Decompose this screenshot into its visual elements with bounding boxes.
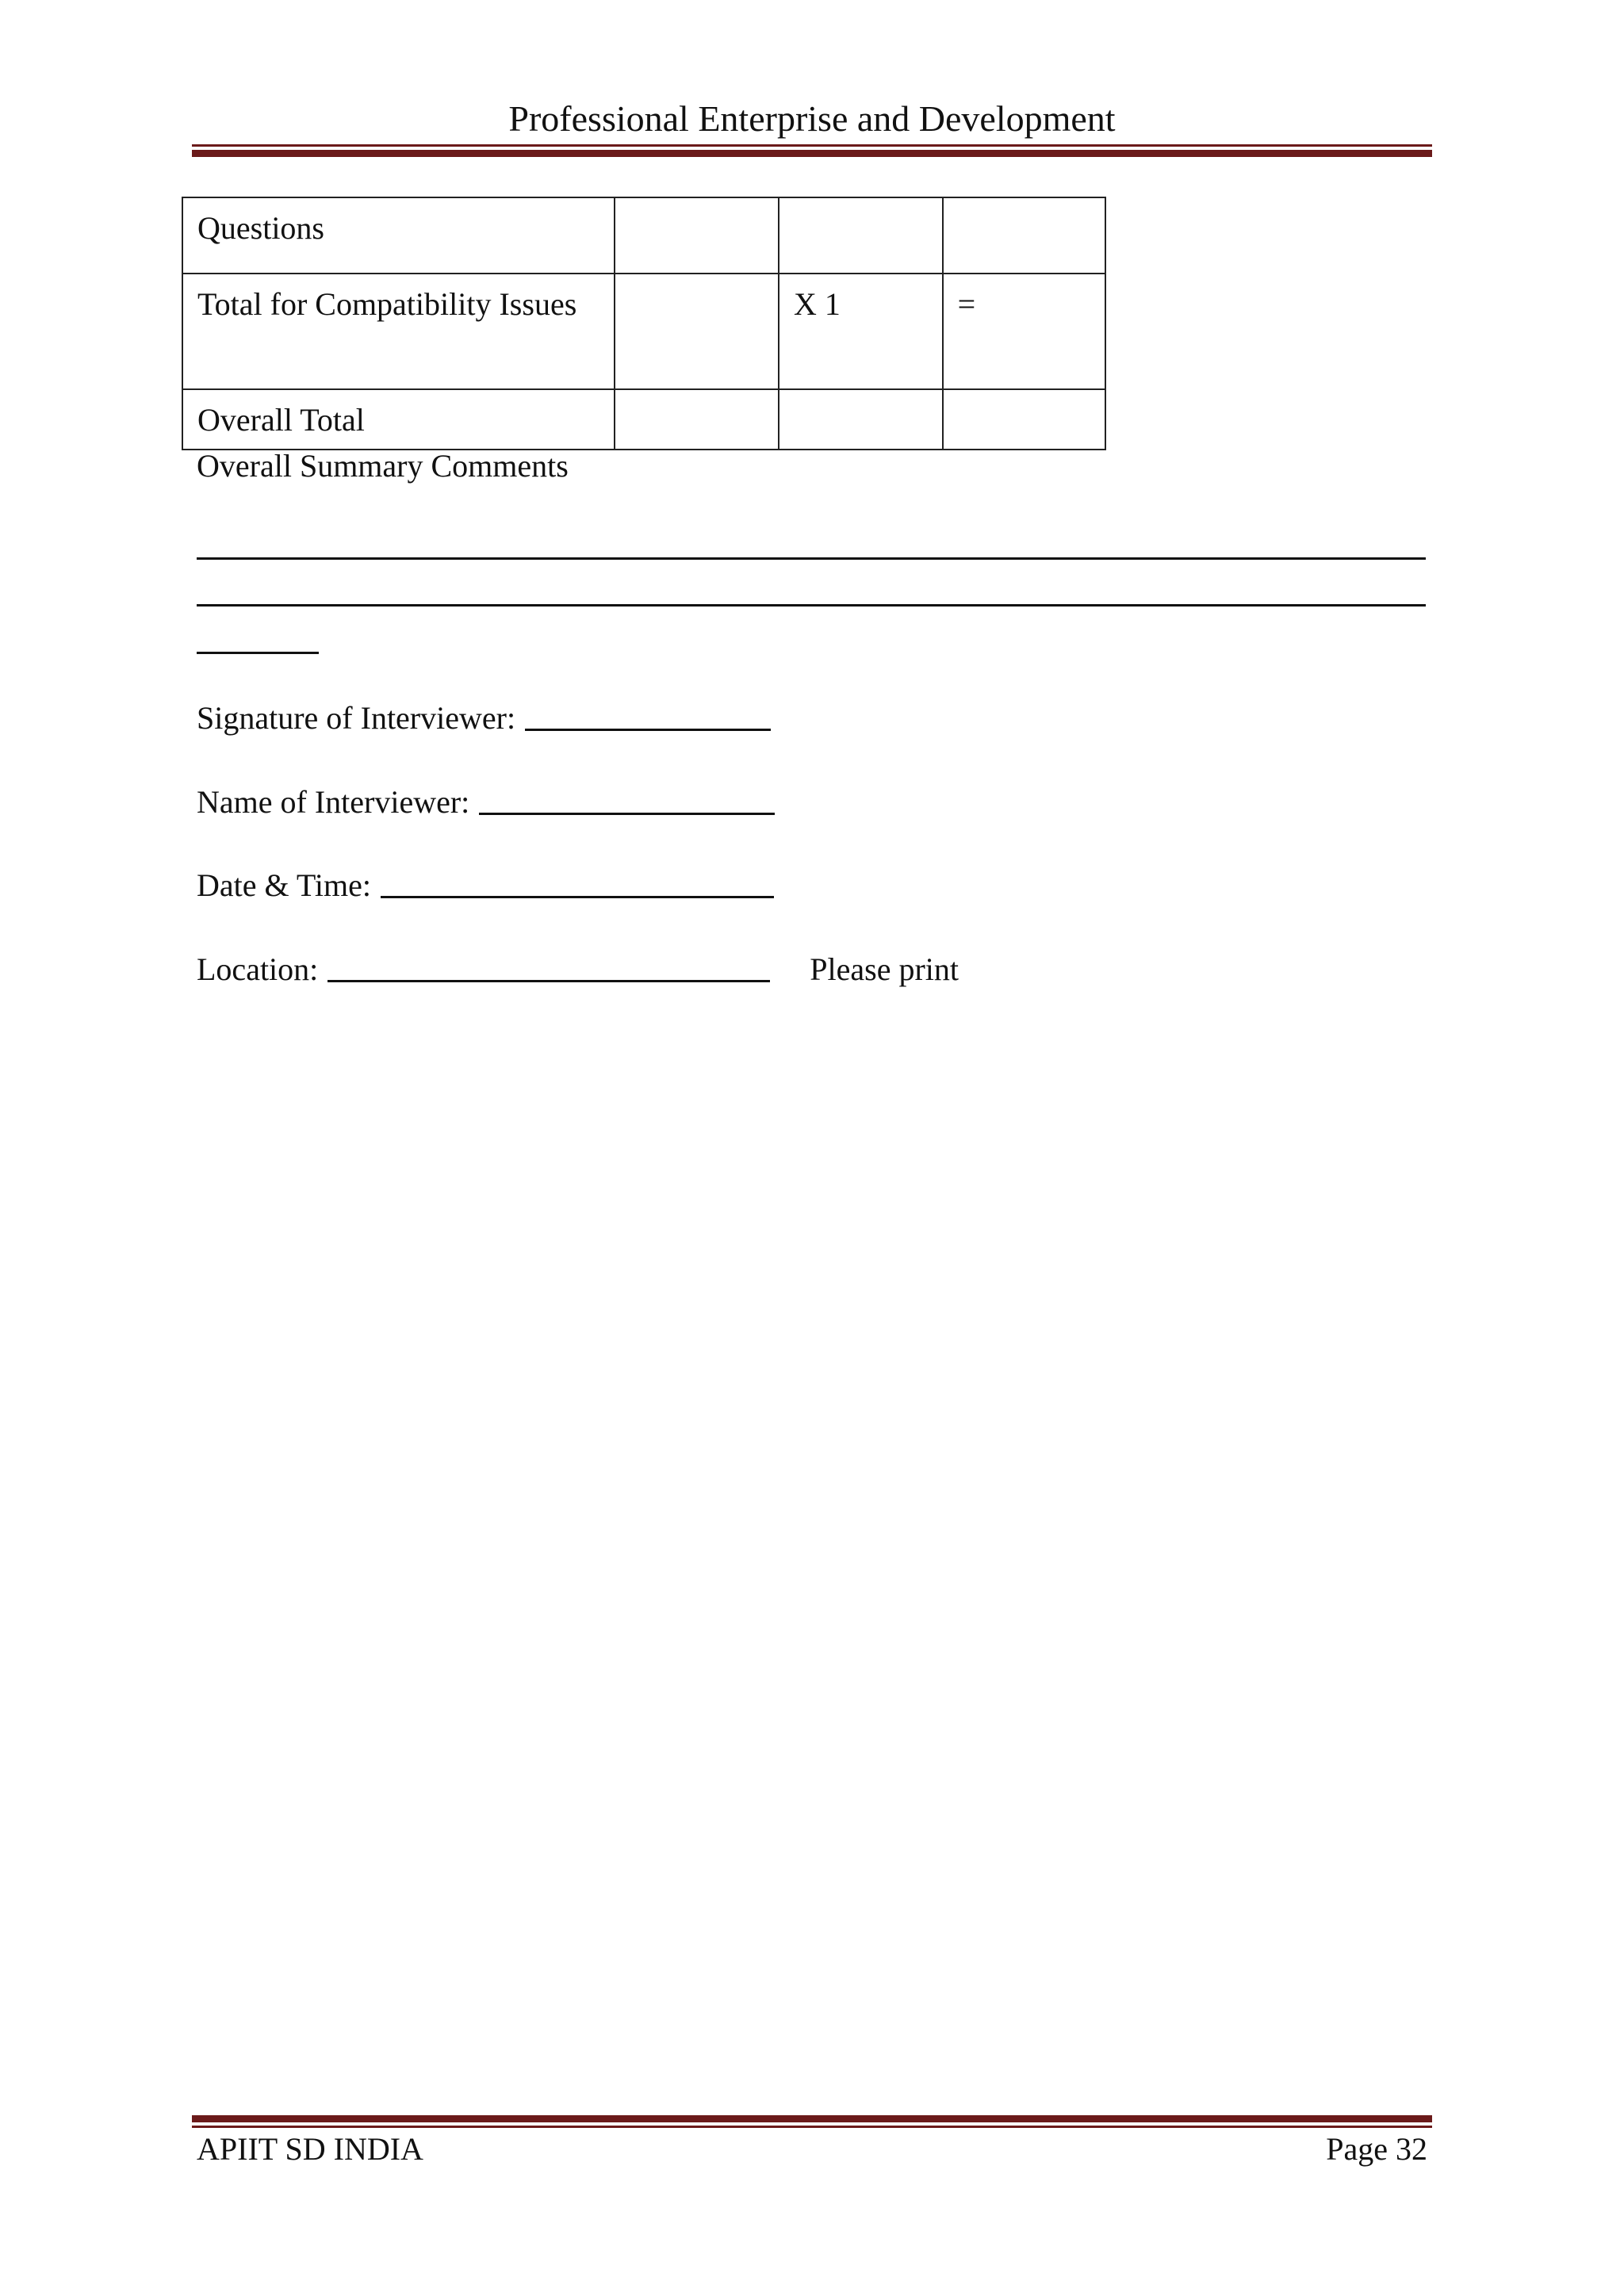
- table-cell[interactable]: [615, 197, 779, 274]
- table-cell-text: Total for Compatibility Issues: [197, 286, 577, 322]
- signature-field: [197, 696, 771, 740]
- table-cell-text: Questions: [197, 210, 324, 246]
- table-cell-text: =: [957, 286, 976, 322]
- table-row-questions: [182, 197, 1105, 274]
- table-cell[interactable]: [779, 389, 943, 450]
- name-line[interactable]: [479, 813, 775, 815]
- summary-line-1[interactable]: [197, 557, 1426, 560]
- table-cell: [182, 197, 615, 274]
- table-cell: [182, 389, 615, 450]
- location-line[interactable]: [327, 980, 770, 982]
- table-cell[interactable]: [615, 274, 779, 389]
- score-table: [182, 197, 1106, 450]
- footer-rule-thick: [192, 2115, 1432, 2122]
- location-field: [197, 947, 959, 992]
- table-cell: [182, 274, 615, 389]
- header-rule-thick: [192, 150, 1432, 157]
- table-cell[interactable]: [779, 197, 943, 274]
- table-cell[interactable]: [615, 389, 779, 450]
- footer-page-number: Page 32: [1326, 2131, 1427, 2167]
- location-hint: Please print: [810, 951, 959, 987]
- summary-line-2[interactable]: [197, 604, 1426, 607]
- datetime-field: [197, 863, 774, 908]
- signature-line[interactable]: [525, 729, 771, 731]
- footer-organization: APIIT SD INDIA: [197, 2131, 423, 2167]
- header-rule: [192, 144, 1432, 157]
- table-row-compatibility: [182, 274, 1105, 389]
- table-row-overall-total: [182, 389, 1105, 450]
- table-cell-text: X 1: [794, 286, 841, 322]
- footer-rule: [192, 2115, 1432, 2128]
- location-label: Location:: [197, 951, 319, 987]
- name-field: [197, 780, 775, 825]
- summary-label: Overall Summary Comments: [197, 448, 569, 484]
- datetime-label: Date & Time:: [197, 867, 372, 903]
- table-cell[interactable]: [943, 274, 1105, 389]
- datetime-line[interactable]: [381, 896, 774, 898]
- page-header-title: Professional Enterprise and Development: [508, 98, 1116, 139]
- name-label: Name of Interviewer:: [197, 784, 470, 820]
- table-cell-text: Overall Total: [197, 402, 365, 438]
- table-cell[interactable]: [779, 274, 943, 389]
- table-cell[interactable]: [943, 389, 1105, 450]
- signature-label: Signature of Interviewer:: [197, 700, 516, 736]
- summary-line-3[interactable]: [197, 652, 319, 654]
- table-cell[interactable]: [943, 197, 1105, 274]
